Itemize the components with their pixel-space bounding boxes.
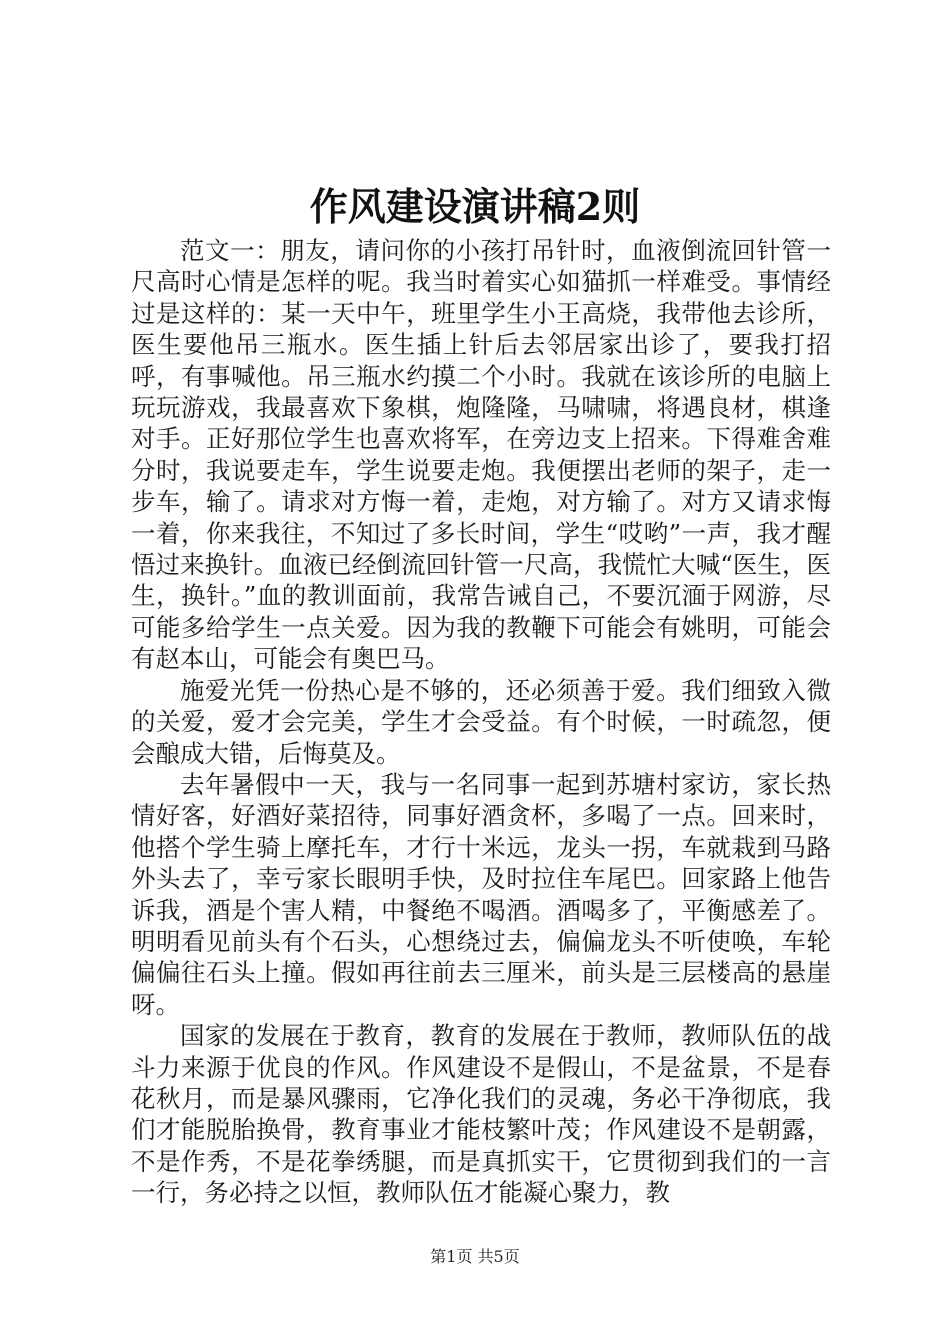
paragraph: 去年暑假中一天，我与一名同事一起到苏塘村家访，家长热情好客，好酒好菜招待，同事好酒贪杯，多喝了一点。回来时，他搭个学生骑上摩托车，才行十米远，龙头一拐，车就栽到马路外头去了，幸亏家长眼明手快，及时拉住车尾巴。回家路上他告诉我，酒是个害人精，中餐绝不喝酒。酒喝多了，平衡感差了。明明看见前头有个石头，心想绕过去，偏偏龙头不听使唤，车轮偏偏往石头上撞。假如再往前去三厘米，前头是三层楼高的悬崖呀。 [131, 769, 831, 1019]
document-body [131, 235, 831, 1209]
paragraph: 施爱光凭一份热心是不够的，还必须善于爱。我们细致入微的关爱，爱才会完美，学生才会受益。有个时候，一时疏忽，便会酿成大错，后悔莫及。 [131, 675, 831, 768]
paragraph: 国家的发展在于教育，教育的发展在于教师，教师队伍的战斗力来源于优良的作风。作风建设不是假山，不是盆景，不是春花秋月，而是暴风骤雨，它净化我们的灵魂，务必干净彻底，我们才能脱胎换骨，教育事业才能枝繁叶茂；作风建设不是朝露，不是作秀，不是花拳绣腿，而是真抓实干，它贯彻到我们的一言一行，务必持之以恒，教师队伍才能凝心聚力，教 [131, 1021, 831, 1208]
paragraph: 范文一：朋友，请问你的小孩打吊针时，血液倒流回针管一尺高时心情是怎样的呢。我当时着实心如猫抓一样难受。事情经过是这样的：某一天中午，班里学生小王高烧，我带他去诊所，医生要他吊三瓶水。医生插上针后去邻居家出诊了，要我打招呼，有事喊他。吊三瓶水约摸二个小时。我就在该诊所的电脑上玩玩游戏，我最喜欢下象棋，炮隆隆，马啸啸，将遇良材，棋逢对手。正好那位学生也喜欢将军，在旁边支上招来。下得难舍难分时，我说要走车，学生说要走炮。我便摆出老师的架子，走一步车，输了。请求对方悔一着，走炮，对方输了。对方又请求悔一着，你来我往，不知过了多长时间，学生“哎哟”一声，我才醒悟过来换针。血液已经倒流回针管一尺高，我慌忙大喊“医生，医生，换针。”血的教训面前，我常告诫自己，不要沉湎于网游，尽可能多给学生一点关爱。因为我的教鞭下可能会有姚明，可能会有赵本山，可能会有奥巴马。 [131, 236, 831, 674]
document-title: 作风建设演讲稿2则 [309, 184, 641, 229]
page-number-footer: 第1页 共5页 [430, 1247, 520, 1266]
